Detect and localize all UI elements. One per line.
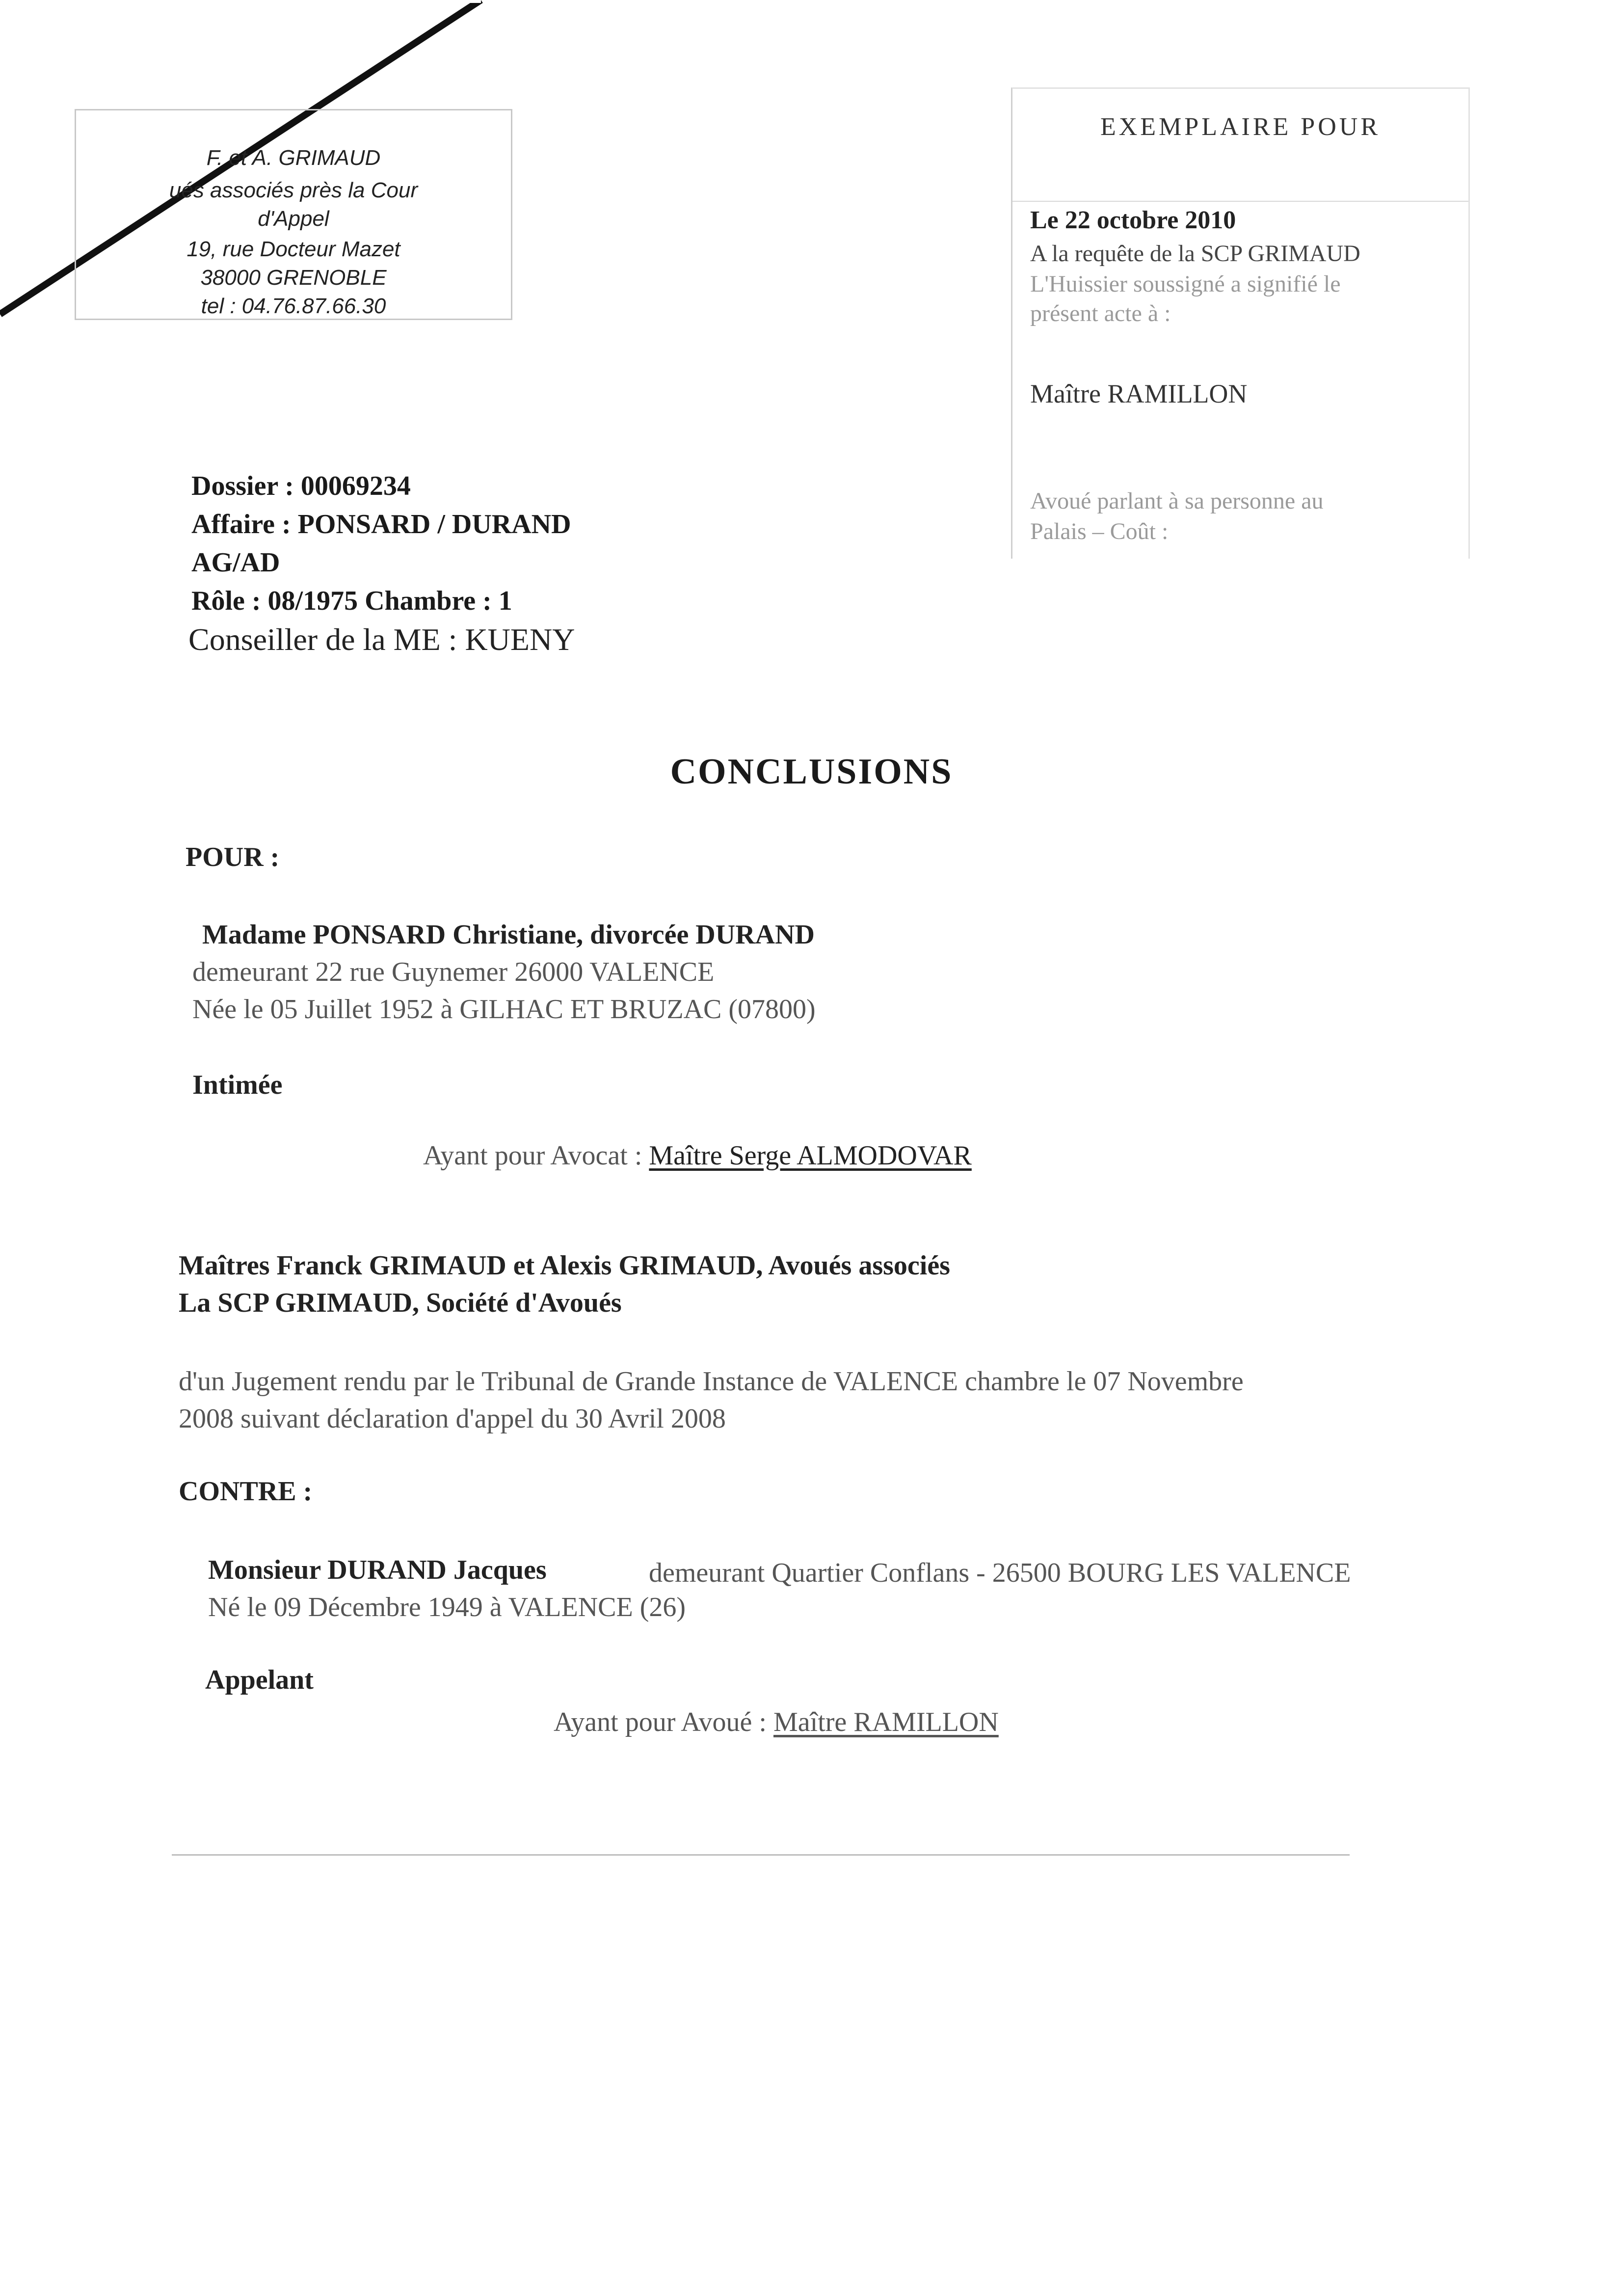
copy-recipient: Maître RAMILLON (1030, 379, 1248, 408)
contre-role: Appelant (205, 1665, 314, 1695)
lawyer-prefix: Ayant pour Avocat : (423, 1140, 649, 1171)
avoue-name: Maître RAMILLON (773, 1707, 999, 1737)
copy-header: EXEMPLAIRE POUR (1100, 113, 1381, 141)
role-chambre: Rôle : 08/1975 Chambre : 1 (191, 586, 512, 616)
stamp-title: ués associés près la Cour (169, 178, 418, 202)
avoue-prefix: Ayant pour Avoué : (554, 1707, 773, 1737)
pour-lawyer-line (423, 1140, 972, 1171)
copy-line-bailiff: L'Huissier soussigné a signifié le (1030, 271, 1341, 297)
dossier-number: Dossier : 00069234 (191, 471, 411, 501)
contre-avoue-line (554, 1706, 999, 1738)
conseiller: Conseiller de la ME : KUENY (188, 622, 575, 657)
stamp-firm-name: F. et A. GRIMAUD (206, 146, 381, 170)
copy-divider (1012, 201, 1468, 202)
lawyer-name: Maître Serge ALMODOVAR (649, 1140, 972, 1171)
avoue-stamp (75, 109, 512, 320)
stamp-title-cont: d'Appel (258, 207, 329, 231)
stamp-phone: tel : 04.76.87.66.30 (201, 294, 386, 318)
copy-line-act: présent acte à : (1030, 300, 1171, 326)
bottom-rule (172, 1854, 1350, 1856)
copy-line-cost: Palais – Coût : (1030, 518, 1169, 544)
copy-date: Le 22 octobre 2010 (1030, 206, 1236, 234)
affaire-name: Affaire : PONSARD / DURAND (191, 509, 571, 540)
document-title: CONCLUSIONS (670, 752, 953, 792)
copy-line-request: A la requête de la SCP GRIMAUD (1030, 241, 1360, 267)
contre-birth: Né le 09 Décembre 1949 à VALENCE (26) (208, 1592, 686, 1622)
stamp-street: 19, rue Docteur Mazet (186, 237, 400, 261)
pour-address: demeurant 22 rue Guynemer 26000 VALENCE (192, 957, 715, 987)
contre-address: demeurant Quartier Conflans - 26500 BOURG LES VALENCE (649, 1558, 1351, 1588)
contre-party: Monsieur DURAND Jacques (208, 1555, 547, 1585)
contre-label: CONTRE : (179, 1476, 313, 1507)
stamp-city: 38000 GRENOBLE (200, 266, 387, 290)
initials: AG/AD (191, 547, 280, 578)
pour-party: Madame PONSARD Christiane, divorcée DURAND (202, 919, 815, 950)
contre-party-line (208, 1554, 547, 1586)
judgment-line2: 2008 suivant déclaration d'appel du 30 Avril 2008 (179, 1404, 726, 1434)
pour-role: Intimée (192, 1070, 283, 1100)
pour-birth: Née le 05 Juillet 1952 à GILHAC ET BRUZAC (07800) (192, 994, 816, 1025)
service-copy-box (1011, 87, 1470, 559)
avoues-line1: Maîtres Franck GRIMAUD et Alexis GRIMAUD, Avoués associés (179, 1250, 950, 1281)
pour-label: POUR : (186, 842, 280, 872)
copy-line-avoue: Avoué parlant à sa personne au (1030, 488, 1324, 514)
judgment-line1: d'un Jugement rendu par le Tribunal de Grande Instance de VALENCE chambre le 07 Novembre (179, 1366, 1244, 1397)
avoues-line2: La SCP GRIMAUD, Société d'Avoués (179, 1288, 622, 1318)
